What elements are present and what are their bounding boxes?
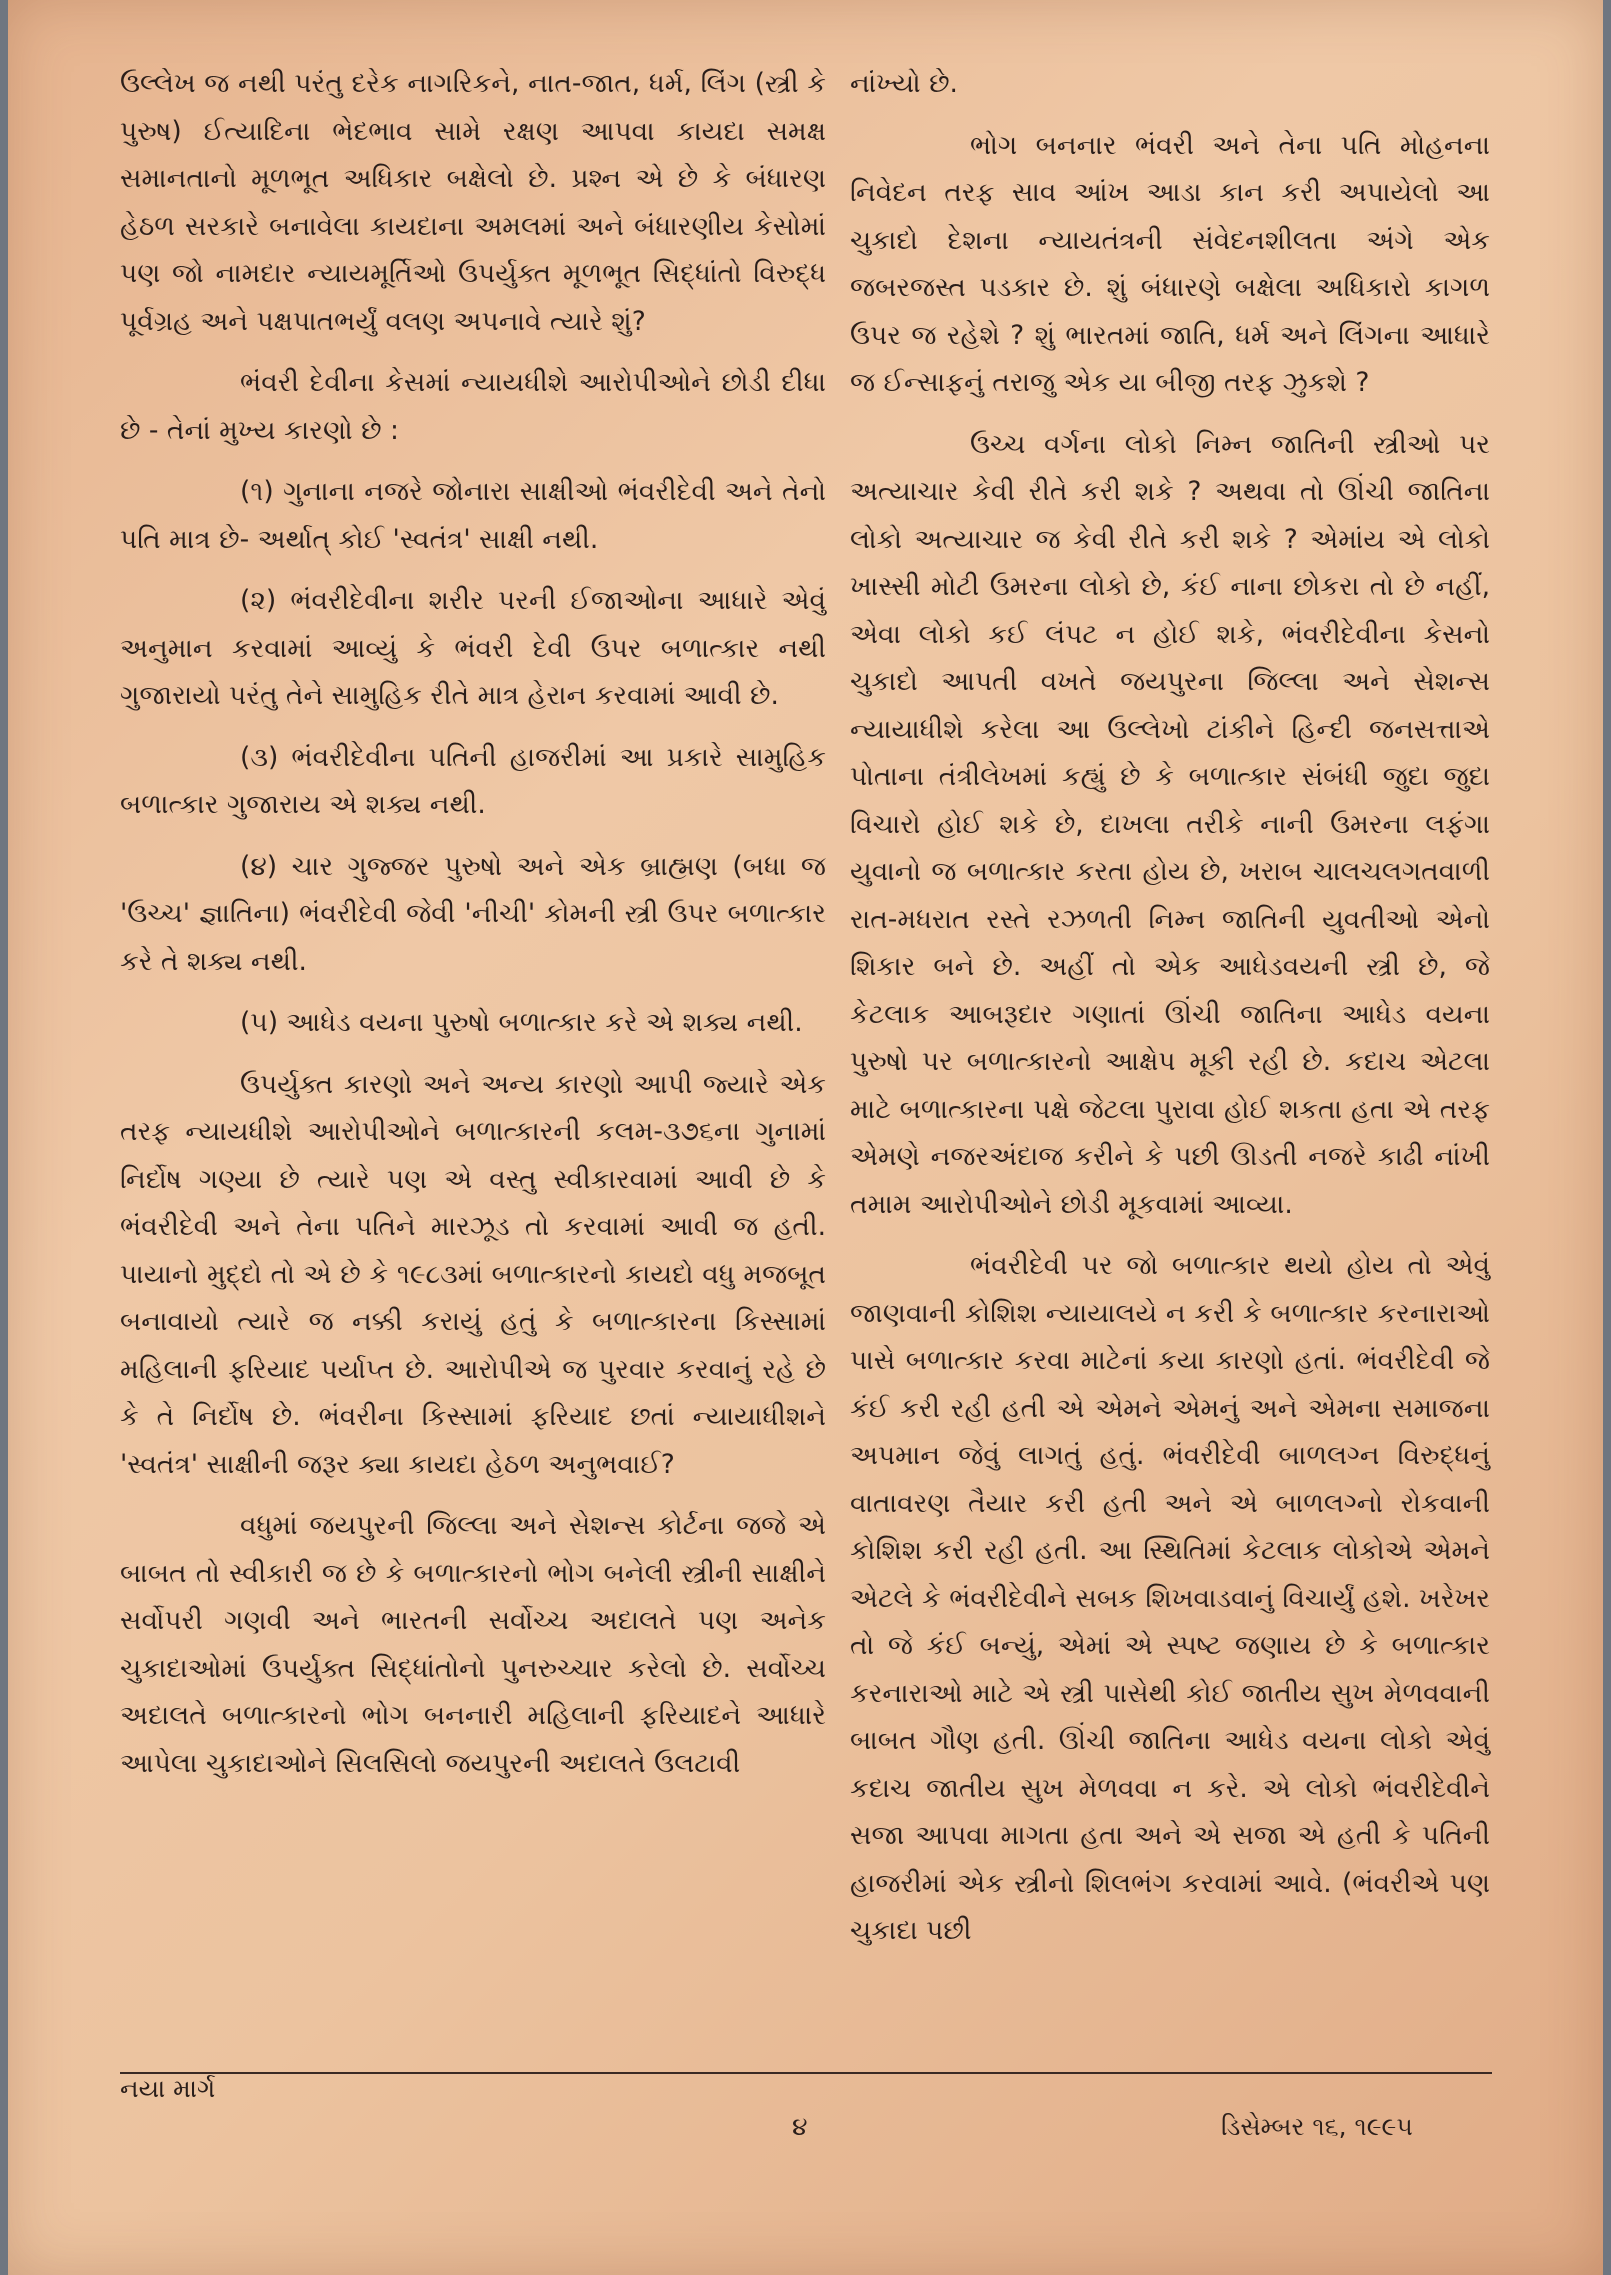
list-item: (૫) આધેડ વયના પુરુષો બળાત્કાર કરે એ શક્ય નથી. [240,1007,803,1038]
footer-divider [120,2072,1492,2074]
paragraph: ભંવરીદેવી પર જો બળાત્કાર થયો હોય તો એવું જાણવાની કોશિશ ન્યાયાલયે ન કરી કે બળાત્કાર કરનારાઓ પાસે બળાત્કાર કરવા માટેનાં કયા કારણો હતાં. ભંવરીદેવી જે કંઈ કરી રહી હતી એ એમને એમનું અને એમના સમાજના અપમાન જેવું લાગતું હતું. ભંવરીદેવી બાળલગ્ન વિરુદ્ધનું વાતાવરણ તૈયાર કરી હતી અને એ બાળલગ્નો રોકવાની કોશિશ કરી રહી હતી. આ સ્થિતિમાં કેટલાક લોકોએ એમને એટલે કે ભંવરીદેવીને સબક શિખવાડવાનું વિચાર્યું હશે. ખરેખર તો જે કંઈ બન્યું, એમાં એ સ્પષ્ટ જણાય છે કે બળાત્કાર કરનારાઓ માટે એ સ્ત્રી પાસેથી કોઈ જાતીય સુખ મેળવવાની બાબત ગૌણ હતી. ઊંચી જાતિના આધેડ વયના લોકો એવું કદાચ જાતીય સુખ મેળવવા ન કરે. એ લોકો ભંવરીદેવીને સજા આપવા માગતા હતા અને એ સજા એ હતી કે પતિની હાજરીમાં એક સ્ત્રીનો શિલભંગ કરવામાં આવે. (ભંવરીએ પણ ચુકાદા પછી [850,1250,1490,1946]
left-column [120,60,826,1801]
paragraph: ઉલ્લેખ જ નથી પરંતુ દરેક નાગરિકને, નાત-જાત, ધર્મ, લિંગ (સ્ત્રી કે પુરુષ) ઈત્યાદિના ભેદભાવ સામે રક્ષણ આપવા કાયદા સમક્ષ સમાનતાનો મૂળભૂત અધિકાર બક્ષેલો છે. પ્રશ્ન એ છે કે બંધારણ હેઠળ સરકારે બનાવેલા કાયદાના અમલમાં અને બંધારણીય કેસોમાં પણ જો નામદાર ન્યાયમૂર્તિઓ ઉપર્યુક્ત મૂળભૂત સિદ્ધાંતો વિરુદ્ધ પૂર્વગ્રહ અને પક્ષપાતભર્યું વલણ અપનાવે ત્યારે શું? [120,68,826,337]
paragraph: વધુમાં જયપુરની જિલ્લા અને સેશન્સ કોર્ટના જજે એ બાબત તો સ્વીકારી જ છે કે બળાત્કારનો ભોગ બનેલી સ્ત્રીની સાક્ષીને સર્વોપરી ગણવી અને ભારતની સર્વોચ્ચ અદાલતે પણ અનેક ચુકાદાઓમાં ઉપર્યુક્ત સિદ્ધાંતોનો પુનરુચ્ચાર કરેલો છે. સર્વોચ્ચ અદાલતે બળાત્કારનો ભોગ બનનારી મહિલાની ફરિયાદને આધારે આપેલા ચુકાદાઓને સિલસિલો જયપુરની અદાલતે ઉલટાવી [120,1510,826,1779]
list-item: (૩) ભંવરીદેવીના પતિની હાજરીમાં આ પ્રકારે સામુહિક બળાત્કાર ગુજારાય એ શક્ય નથી. [120,741,826,820]
list-item: (૨) ભંવરીદેવીના શરીર પરની ઈજાઓના આધારે એવું અનુમાન કરવામાં આવ્યું કે ભંવરી દેવી ઉપર બળાત્કાર નથી ગુજારાયો પરંતુ તેને સામુહિક રીતે માત્ર હેરાન કરવામાં આવી છે. [120,585,826,711]
paragraph: ઉપર્યુક્ત કારણો અને અન્ય કારણો આપી જ્યારે એક તરફ ન્યાયધીશે આરોપીઓને બળાત્કારની કલમ-૩૭૬ના ગુનામાં નિર્દોષ ગણ્યા છે ત્યારે પણ એ વસ્તુ સ્વીકારવામાં આવી છે કે ભંવરીદેવી અને તેના પતિને મારઝૂડ તો કરવામાં આવી જ હતી. પાયાનો મુદ્દો તો એ છે કે ૧૯૮૩માં બળાત્કારનો કાયદો વધુ મજબૂત બનાવાયો ત્યારે જ નક્કી કરાયું હતું કે બળાત્કારના કિસ્સામાં મહિલાની ફરિયાદ પર્યાપ્ત છે. આરોપીએ જ પુરવાર કરવાનું રહે છે કે તે નિર્દોષ છે. ભંવરીના કિસ્સામાં ફરિયાદ છતાં ન્યાયાધીશને 'સ્વતંત્ર' સાક્ષીની જરૂર ક્યા કાયદા હેઠળ અનુભવાઈ? [120,1068,826,1480]
paragraph: ભંવરી દેવીના કેસમાં ન્યાયધીશે આરોપીઓને છોડી દીધા છે - તેનાં મુખ્ય કારણો છે : [120,367,826,446]
magazine-page [8,0,1603,2275]
footer-publication: નયા માર્ગ [120,2074,216,2103]
paragraph: ભોગ બનનાર ભંવરી અને તેના પતિ મોહનના નિવેદન તરફ સાવ આંખ આડા કાન કરી અપાયેલો આ ચુકાદો દેશના ન્યાયતંત્રની સંવેદનશીલતા અંગે એક જબરજસ્ત પડકાર છે. શું બંધારણે બક્ષેલા અધિકારો કાગળ ઉપર જ રહેશે ? શું ભારતમાં જાતિ, ધર્મ અને લિંગના આધારે જ ઈન્સાફનું તરાજુ એક યા બીજી તરફ ઝુકશે ? [850,129,1490,398]
page-number: ૪ [792,2112,808,2141]
paragraph: નાંખ્યો છે. [850,68,958,99]
paragraph: ઉચ્ચ વર્ગના લોકો નિમ્ન જાતિની સ્ત્રીઓ પર અત્યાચાર કેવી રીતે કરી શકે ? અથવા તો ઊંચી જાતિના લોકો અત્યાચાર જ કેવી રીતે કરી શકે ? એમાંય એ લોકો ખાસ્સી મોટી ઉમરના લોકો છે, કંઈ નાના છોકરા તો છે નહીં, એવા લોકો કઈ લંપટ ન હોઈ શકે, ભંવરીદેવીના કેસનો ચુકાદો આપતી વખતે જયપુરના જિલ્લા અને સેશન્સ ન્યાયાધીશે કરેલા આ ઉલ્લેખો ટાંકીને હિન્દી જનસત્તાએ પોતાના તંત્રીલેખમાં કહ્યું છે કે બળાત્કાર સંબંધી જુદા જુદા વિચારો હોઈ શકે છે, દાખલા તરીકે નાની ઉમરના લફંગા યુવાનો જ બળાત્કાર કરતા હોય છે, ખરાબ ચાલચલગતવાળી રાત-મધરાત રસ્તે રઝળતી નિમ્ન જાતિની યુવતીઓ એનો શિકાર બને છે. અહીં તો એક આધેડવયની સ્ત્રી છે, જે કેટલાક આબરૂદાર ગણાતાં ઊંચી જાતિના આધેડ વયના પુરુષો પર બળાત્કારનો આક્ષેપ મૂકી રહી છે. કદાચ એટલા માટે બળાત્કારના પક્ષે જેટલા પુરાવા હોઈ શકતા હતા એ તરફ એમણે નજરઅંદાજ કરીને કે પછી ઊડતી નજરે કાઢી નાંખી તમામ આરોપીઓને છોડી મૂકવામાં આવ્યા. [850,428,1490,1220]
footer-date: ડિસેમ્બર ૧૬, ૧૯૯૫ [1221,2112,1413,2141]
list-item: (૧) ગુનાના નજરે જોનારા સાક્ષીઓ ભંવરીદેવી અને તેનો પતિ માત્ર છે- અર્થાત્ કોઈ 'સ્વતંત્ર' સાક્ષી નથી. [120,476,826,555]
right-column [850,60,1490,1969]
list-item: (૪) ચાર ગુજ્જર પુરુષો અને એક બ્રાહ્મણ (બધા જ 'ઉચ્ચ' જ્ઞાતિના) ભંવરીદેવી જેવી 'નીચી' કોમની સ્ત્રી ઉપર બળાત્કાર કરે તે શક્ય નથી. [120,850,826,977]
